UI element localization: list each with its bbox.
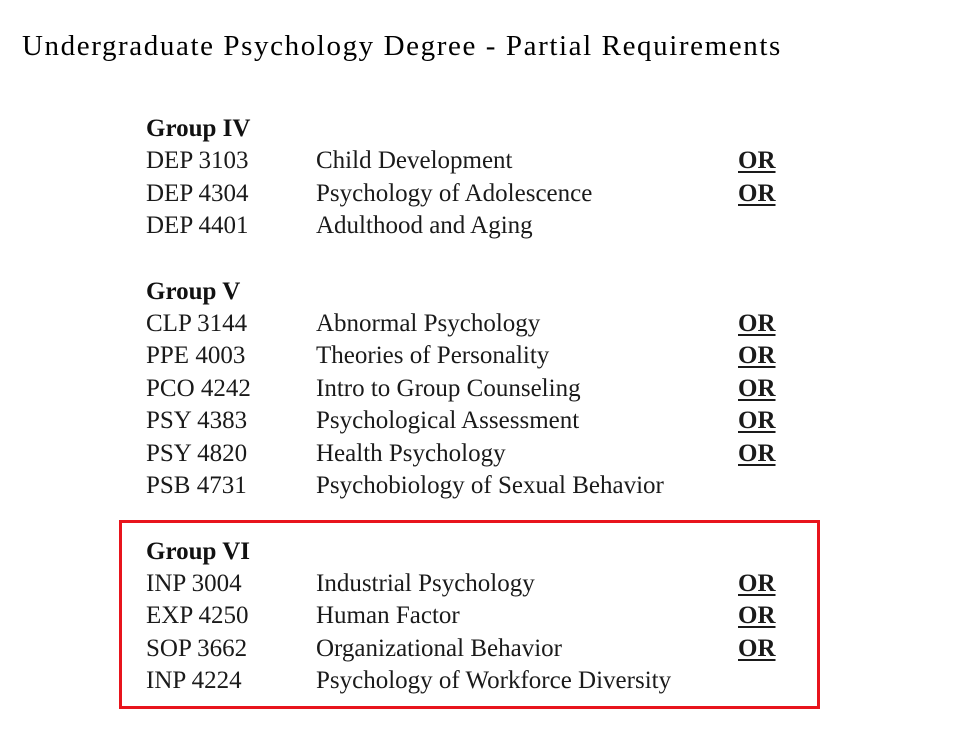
course-code: INP 3004 [146, 569, 242, 597]
or-label: OR [738, 602, 776, 629]
course-title: Abnormal Psychology [316, 309, 541, 337]
course-row [146, 308, 806, 341]
course-code: DEP 4401 [146, 212, 249, 239]
course-code: CLP 3144 [146, 309, 248, 337]
course-code: PPE 4003 [146, 342, 246, 369]
course-row [146, 373, 806, 406]
slide-title: Undergraduate Psychology Degree - Partial Requirements [22, 30, 782, 62]
course-title: Organizational Behavior [316, 634, 562, 662]
or-label: OR [738, 147, 776, 174]
course-title: Industrial Psychology [316, 569, 535, 597]
course-code: INP 4224 [146, 667, 242, 694]
course-title: Intro to Group Counseling [316, 374, 581, 402]
course-code: EXP 4250 [146, 602, 249, 629]
course-row [146, 438, 806, 471]
course-row [146, 470, 806, 503]
or-label: OR [738, 407, 776, 434]
course-code: PSB 4731 [146, 472, 247, 499]
group-heading: Group V [146, 277, 241, 305]
course-row [146, 405, 806, 438]
course-code: PSY 4820 [146, 439, 248, 467]
or-label: OR [738, 439, 776, 467]
course-code: SOP 3662 [146, 634, 248, 662]
group-vi-highlight-box [119, 520, 820, 709]
course-title: Adulthood and Aging [316, 212, 533, 239]
or-label: OR [738, 342, 776, 369]
course-title: Psychobiology of Sexual Behavior [316, 472, 664, 499]
or-label: OR [738, 569, 776, 597]
course-title: Human Factor [316, 602, 460, 629]
course-title: Theories of Personality [316, 342, 550, 369]
course-row [146, 145, 806, 178]
course-title: Health Psychology [316, 439, 506, 467]
course-title: Psychology of Workforce Diversity [316, 667, 672, 694]
course-code: PCO 4242 [146, 374, 251, 402]
group-heading: Group IV [146, 115, 251, 142]
course-row [146, 340, 806, 373]
course-title: Psychology of Adolescence [316, 179, 593, 207]
or-label: OR [738, 179, 776, 207]
or-label: OR [738, 309, 776, 337]
or-label: OR [738, 374, 776, 402]
course-title: Psychological Assessment [316, 407, 580, 434]
group-iv [146, 112, 806, 243]
or-label: OR [738, 634, 776, 662]
course-row [146, 210, 806, 243]
group-v [146, 275, 806, 503]
group-heading: Group VI [146, 537, 250, 565]
course-title: Child Development [316, 147, 513, 174]
course-code: DEP 4304 [146, 179, 249, 207]
course-code: PSY 4383 [146, 407, 248, 434]
course-row [146, 178, 806, 211]
course-code: DEP 3103 [146, 147, 249, 174]
